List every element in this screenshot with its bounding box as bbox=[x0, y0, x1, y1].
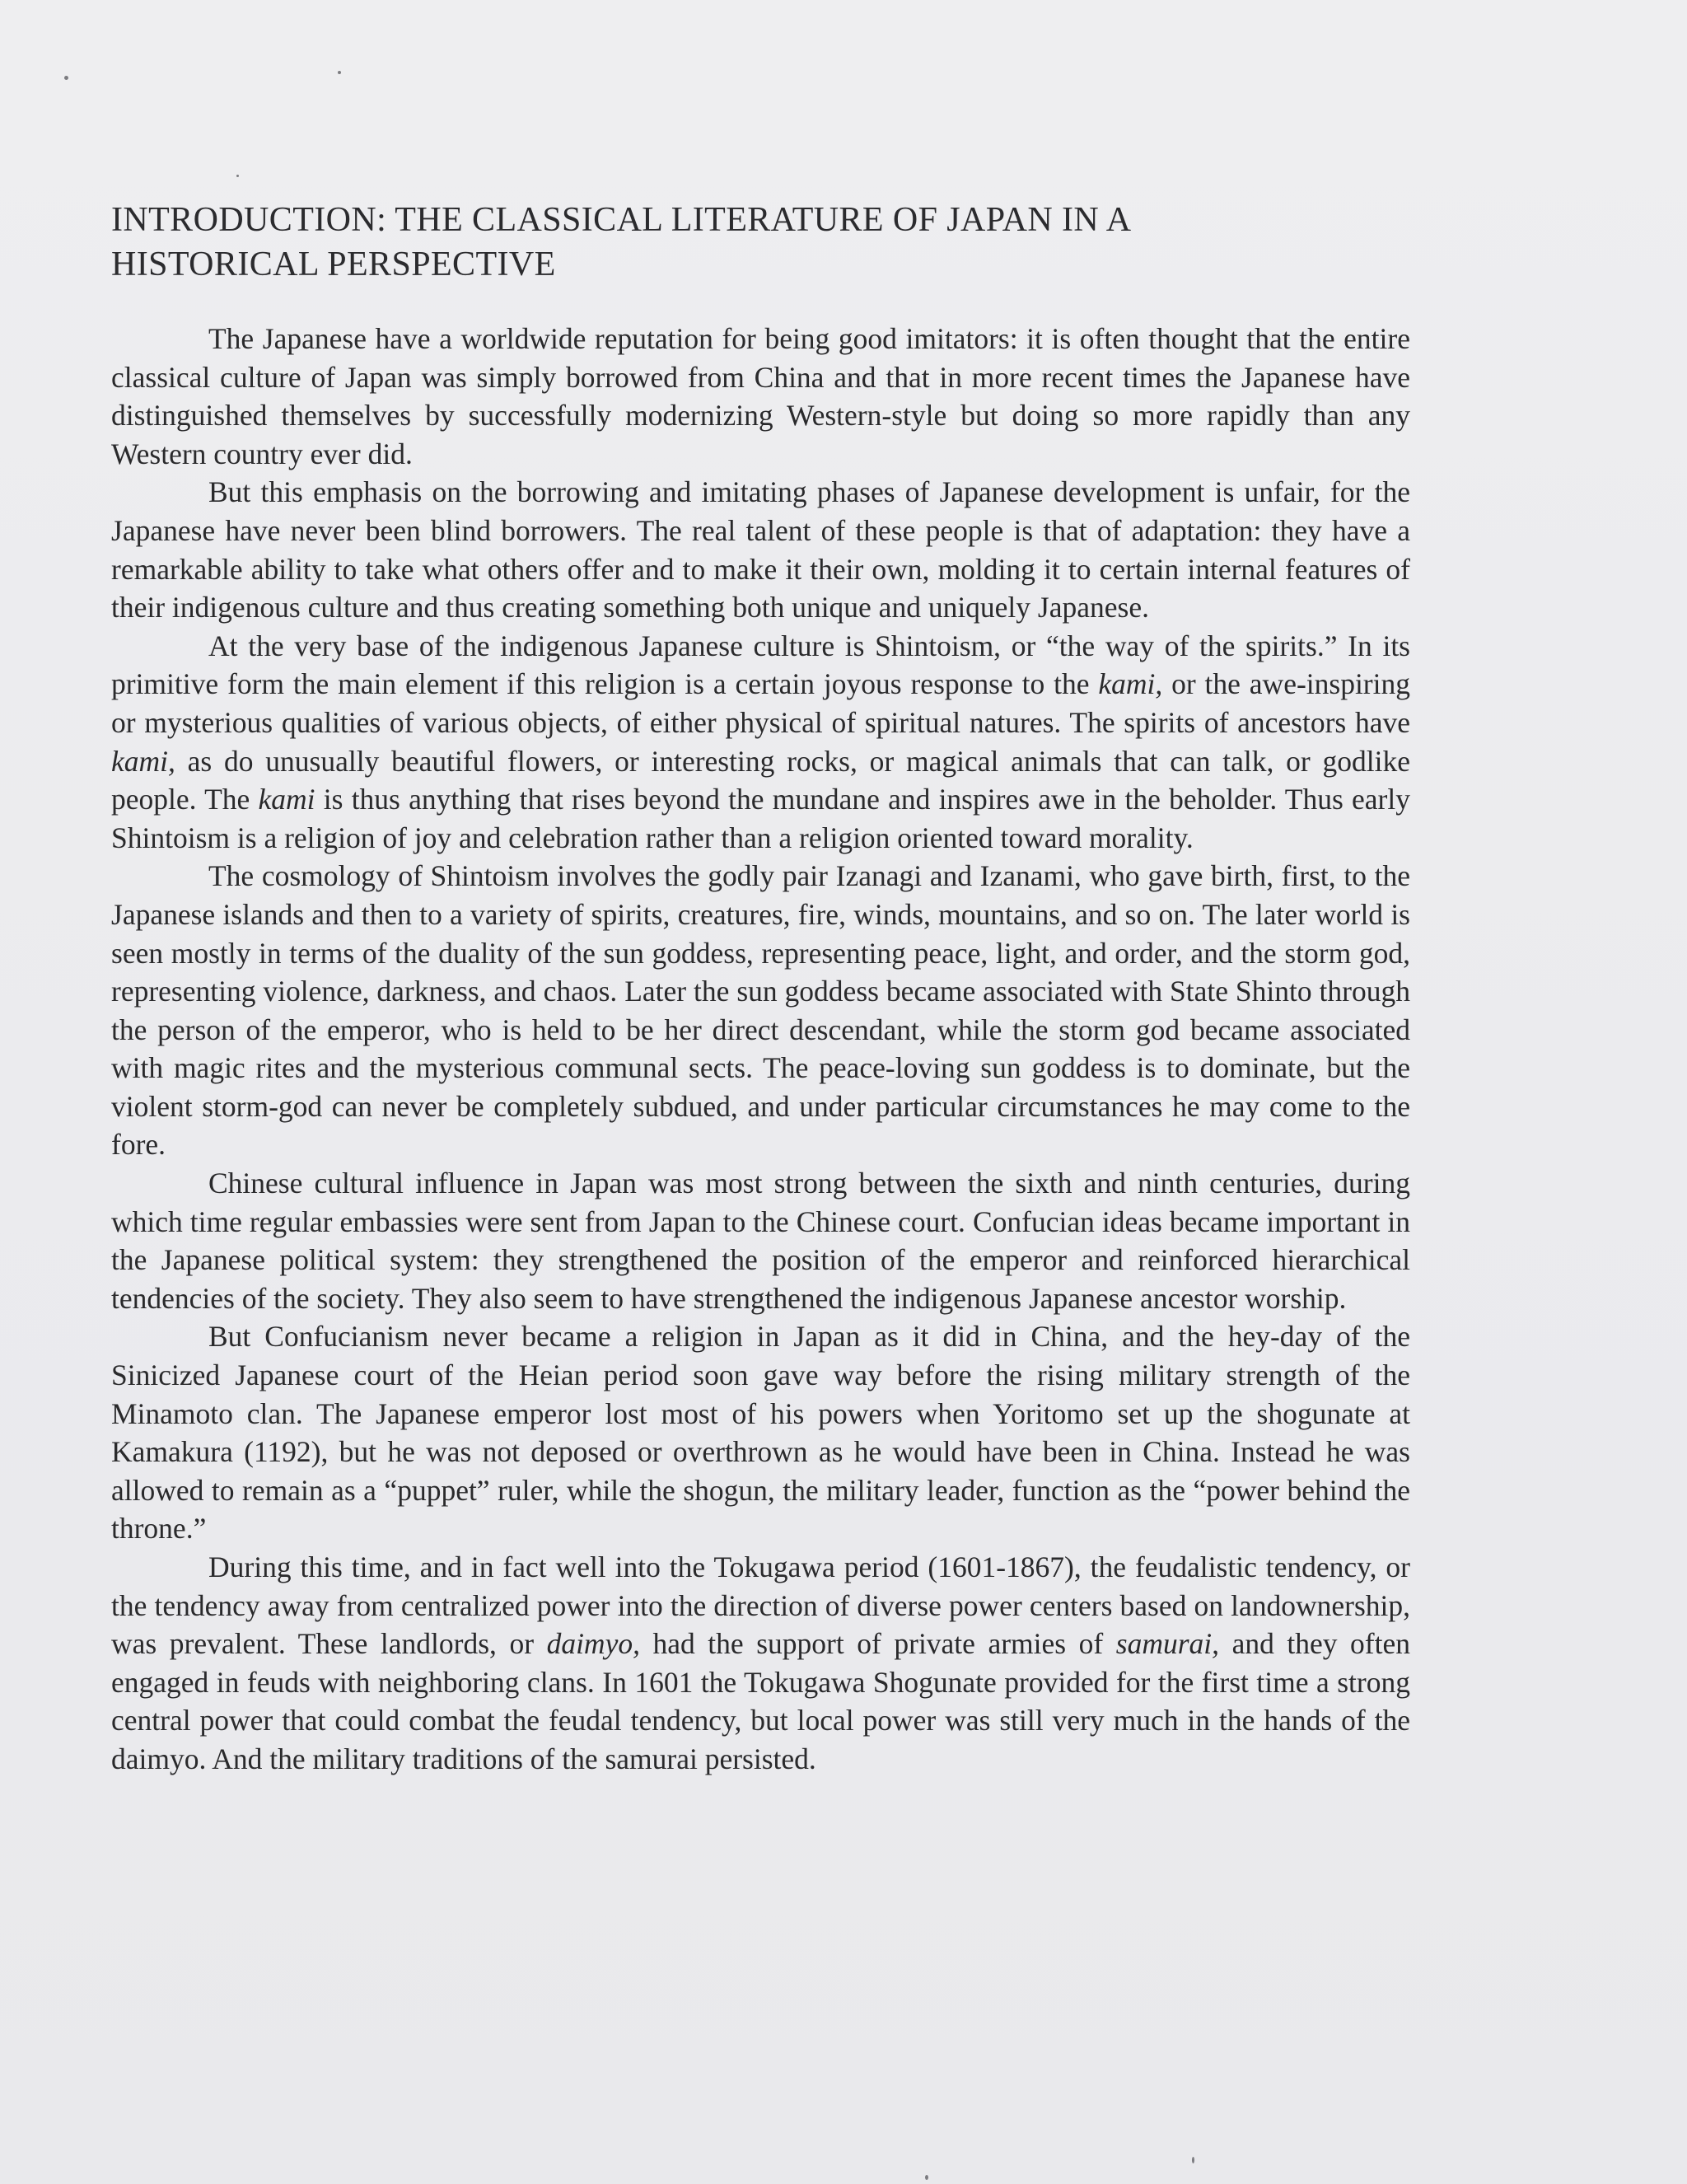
paragraph-text: Chinese cultural influence in Japan was most strong between the sixth and ninth centuries, during which time regular embassies were sent from Japan to the Chinese court. Confucian ideas became important in the Japanese political system: they strengthened the position of the emperor and reinforced hierarchical tendencies of the society. They also seem to have strengthened the indigenous Japanese ancestor worship. bbox=[111, 1167, 1410, 1315]
document-body bbox=[111, 320, 1410, 1779]
italic-term: kami, bbox=[1098, 667, 1163, 701]
paragraph-3 bbox=[111, 627, 1410, 858]
paragraph-2 bbox=[111, 473, 1410, 626]
page-title-line-1: INTRODUCTION: THE CLASSICAL LITERATURE OF JAPAN IN A bbox=[111, 201, 1132, 239]
paragraph-7 bbox=[111, 1548, 1410, 1779]
paragraph-text: During this time, and in fact well into the Tokugawa period (1601-1867), the feudalistic tendency, or the tendency away from centralized power into the direction of diverse power centers based on landownership, was prevalent. These landlords, or bbox=[111, 1550, 1410, 1661]
paragraph-text: At the very base of the indigenous Japanese culture is Shintoism, or “the way of the spirits.” In its primitive form the main element if this religion is a certain joyous response to the bbox=[111, 629, 1410, 701]
italic-term: daimyo, bbox=[546, 1627, 640, 1661]
paragraph-text: and they often engaged in feuds with neighboring clans. In 1601 the Tokugawa Shogunate provided for the first time a strong central power that could combat the feudal tendency, but local power was still very much in the hands of the daimyo. And the military traditions of the samurai persisted. bbox=[111, 1627, 1410, 1775]
paragraph-5 bbox=[111, 1164, 1410, 1317]
paragraph-1 bbox=[111, 320, 1410, 473]
scan-speck bbox=[236, 175, 239, 177]
paragraph-6 bbox=[111, 1317, 1410, 1548]
scan-speck bbox=[1192, 2157, 1194, 2163]
paragraph-text: or the awe-inspiring or mysterious qualities of various objects, of either physical of spiritual natures. The spirits of ancestors have bbox=[111, 667, 1410, 739]
paragraph-text: as do unusually beautiful flowers, or interesting rocks, or magical animals that can talk, or godlike people. The bbox=[111, 744, 1410, 816]
paragraph-text: The Japanese have a worldwide reputation for being good imitators: it is often thought that the entire classical culture of Japan was simply borrowed from China and that in more recent times the Japanese have distinguished themselves by successfully modernizing Western-style but doing so more rapidly than any Western country ever did. bbox=[111, 322, 1410, 470]
scan-speck bbox=[925, 2175, 928, 2180]
page-title-line-2: HISTORICAL PERSPECTIVE bbox=[111, 246, 556, 283]
italic-term: kami bbox=[258, 783, 315, 816]
scan-speck bbox=[64, 76, 68, 80]
page-title bbox=[111, 198, 1429, 287]
paragraph-text: had the support of private armies of bbox=[639, 1627, 1116, 1661]
paragraph-4 bbox=[111, 857, 1410, 1164]
paragraph-text: The cosmology of Shintoism involves the godly pair Izanagi and Izanami, who gave birth, first, to the Japanese islands and then to a variety of spirits, creatures, fire, winds, mountains, and so on. The later world is seen mostly in terms of the duality of the sun goddess, representing peace, light, and order, and the storm god, representing violence, darkness, and chaos. Later the sun goddess became associated with State Shinto through the person of the emperor, who is held to be her direct descendant, while the storm god became associated with magic rites and the mysterious communal sects. The peace-loving sun goddess is to dominate, but the violent storm-god can never be completely subdued, and under particular circumstances he may come to the fore. bbox=[111, 859, 1410, 1162]
scan-speck bbox=[338, 71, 341, 74]
paragraph-text: But Confucianism never became a religion in Japan as it did in China, and the hey-day of the Sinicized Japanese court of the Heian period soon gave way before the rising military strength of the Minamoto clan. The Japanese emperor lost most of his powers when Yoritomo set up the shogunate at Kamakura (1192), but he was not deposed or overthrown as he would have been in China. Instead he was allowed to remain as a “puppet” ruler, while the shogun, the military leader, function as the “power behind the throne.” bbox=[111, 1320, 1410, 1546]
paragraph-text: is thus anything that rises beyond the mundane and inspires awe in the beholder. Thus early Shintoism is a religion of joy and celebration rather than a religion oriented toward morality. bbox=[111, 783, 1410, 854]
italic-term: kami, bbox=[111, 744, 175, 778]
italic-term: samurai, bbox=[1115, 1627, 1220, 1661]
paragraph-text: But this emphasis on the borrowing and imitating phases of Japanese development is unfair, for the Japanese have never been blind borrowers. The real talent of these people is that of adaptation: they have a remarkable ability to take what others offer and to make it their own, molding it to certain internal features of their indigenous culture and thus creating something both unique and uniquely Japanese. bbox=[111, 475, 1410, 624]
